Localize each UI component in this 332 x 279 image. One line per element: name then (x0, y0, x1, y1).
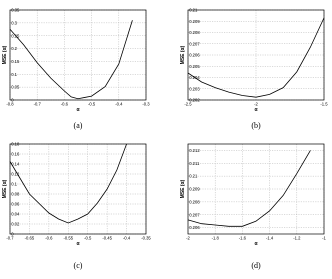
x-axis-label: α (76, 241, 80, 247)
y-tick-label: 0.02 (11, 221, 20, 227)
x-axis-label: α (254, 241, 258, 247)
y-axis-label: MSE (α) (180, 179, 186, 199)
x-tick-label: -0.7 (33, 101, 41, 107)
x-tick-label: -1.2 (293, 235, 301, 241)
y-tick-label: 0.06 (11, 201, 20, 207)
y-tick-label: 0.21 (189, 173, 198, 179)
y-tick-label: 0.208 (189, 199, 200, 205)
x-tick-label: -1.6 (238, 235, 247, 241)
chart-panel-2 (180, 8, 328, 130)
y-tick-label: 0.04 (11, 211, 20, 217)
x-tick-label: -1.4 (265, 235, 274, 241)
x-axis-label: α (76, 107, 80, 113)
y-tick-label: 0.208 (189, 30, 200, 36)
y-tick-label: 0.18 (11, 141, 20, 147)
panel-label: (c) (73, 261, 83, 270)
y-tick-label: 0.15 (11, 59, 20, 65)
y-tick-label: 0.203 (189, 86, 200, 92)
x-tick-label: -2.5 (184, 101, 192, 107)
y-tick-label: 0.21 (189, 7, 198, 13)
chart-panel-3 (2, 142, 151, 270)
panel-label: (b) (251, 121, 261, 130)
y-tick-label: 0.211 (189, 160, 200, 166)
x-tick-label: -1.8 (211, 235, 219, 241)
y-tick-label: 0.1 (11, 71, 18, 77)
y-tick-label: 0.209 (189, 186, 200, 192)
panel-label: (d) (251, 261, 261, 270)
y-tick-label: 0.2 (11, 46, 18, 52)
x-tick-label: -1 (322, 235, 326, 241)
y-tick-label: 0.16 (11, 151, 20, 157)
y-tick-label: 0.212 (189, 148, 200, 154)
x-tick-label: -0.3 (142, 101, 150, 107)
x-tick-label: -1.5 (320, 101, 328, 107)
chart-panel-4 (180, 144, 327, 270)
y-axis-label: MSE (α) (180, 45, 186, 65)
x-tick-label: -0.6 (45, 235, 53, 241)
y-tick-label: 0.05 (11, 84, 20, 90)
x-tick-label: -2 (254, 101, 258, 107)
y-tick-label: 0.1 (11, 181, 18, 187)
y-tick-label: 0.204 (189, 75, 200, 81)
x-tick-label: -0.35 (141, 235, 151, 241)
y-tick-label: 0.12 (11, 171, 20, 177)
x-tick-label: -0.4 (122, 235, 131, 241)
x-axis-label: α (254, 107, 258, 113)
y-axis-label: MSE (α) (2, 179, 8, 199)
y-tick-label: 0.08 (11, 191, 20, 197)
plot-frame (10, 141, 146, 234)
x-tick-label: -0.5 (87, 101, 96, 107)
y-tick-label: 0 (11, 231, 14, 237)
x-tick-label: -0.45 (102, 235, 112, 241)
y-tick-label: 0.35 (11, 7, 20, 13)
y-tick-label: 0.206 (189, 52, 200, 58)
y-tick-label: 0.206 (189, 225, 200, 231)
y-tick-label: 0.25 (11, 33, 20, 39)
y-tick-label: 0.14 (11, 161, 20, 167)
y-axis-label: MSE (α) (2, 45, 8, 65)
x-tick-label: -0.7 (6, 235, 14, 241)
x-tick-label: -0.8 (6, 101, 14, 107)
y-tick-label: 0.202 (189, 97, 200, 103)
panel-label: (a) (73, 121, 83, 130)
y-tick-label: 0.207 (189, 212, 200, 218)
x-tick-label: -0.5 (84, 235, 92, 241)
y-tick-label: 0 (11, 97, 14, 103)
x-tick-label: -0.65 (24, 235, 35, 241)
chart-panel-1 (2, 8, 150, 130)
plot-frame (10, 7, 146, 100)
y-tick-label: 0.207 (189, 41, 200, 47)
y-tick-label: 0.209 (189, 18, 200, 24)
x-tick-label: -0.4 (115, 101, 123, 107)
x-tick-label: -2 (186, 235, 190, 241)
y-tick-label: 0.3 (11, 20, 18, 26)
x-tick-label: -0.6 (60, 101, 69, 107)
y-tick-label: 0.205 (189, 63, 200, 69)
x-tick-label: -0.55 (63, 235, 74, 241)
